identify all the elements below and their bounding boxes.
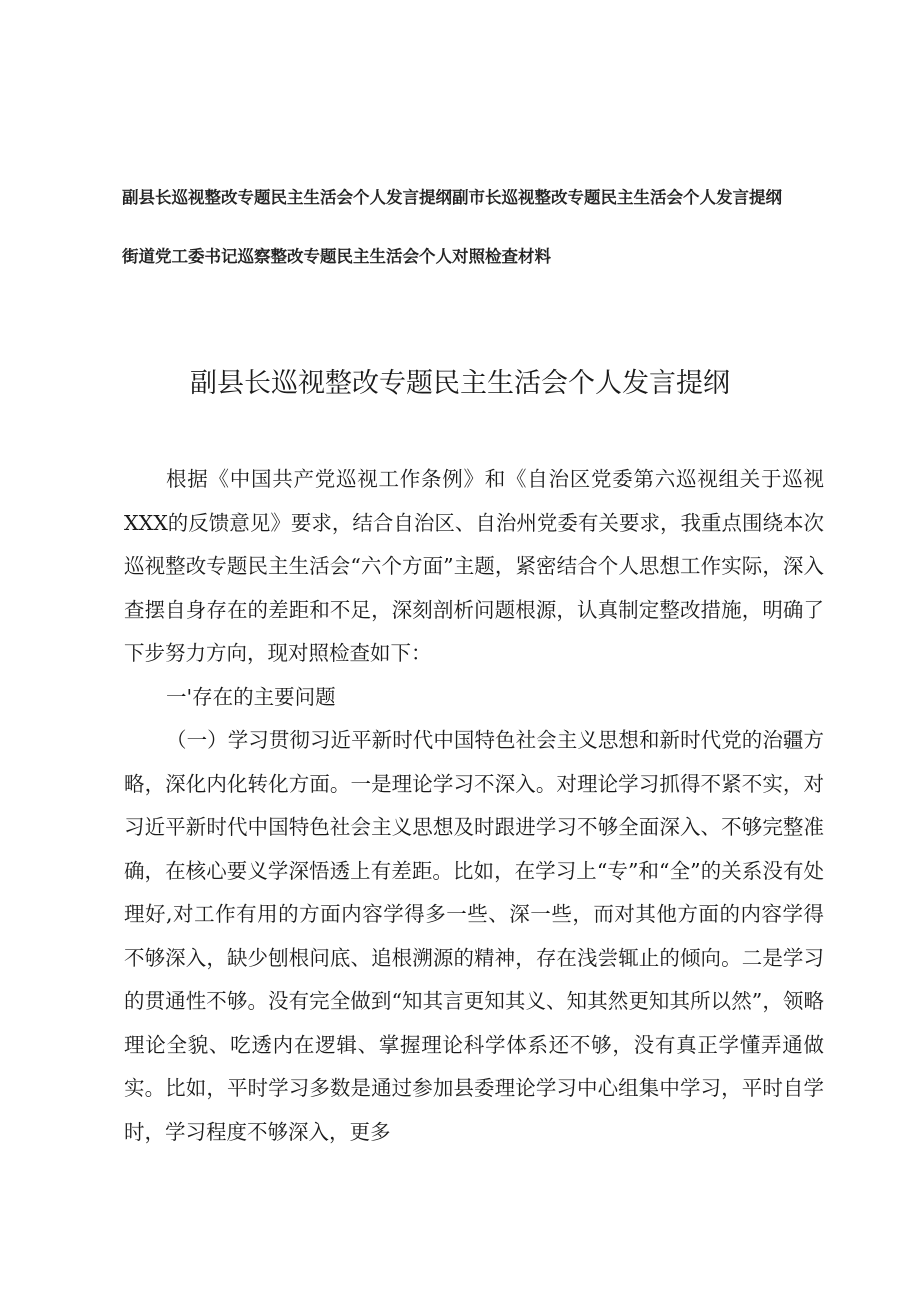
intro-paragraph: 根据《中国共产党巡视工作条例》和《自治区党委第六巡视组关于巡视XXX的反馈意见》要求，结合自治区、自治州党委有关要求，我重点围绕本次巡视整改专题民主生活会“六个方面”主题，紧密结合个人思想工作实际，深入查摆自身存在的差距和不足，深刻剖析问题根源，认真制定整改措施，明确了下步努力方向，现对照检查如下： xyxy=(124,467,824,665)
document-body xyxy=(124,458,824,1154)
section-heading: 一'存在的主要问题 xyxy=(166,684,336,709)
toc-line-1: 副县长巡视整改专题民主生活会个人发言提纲副市长巡视整改专题民主生活会个人发言提纲 xyxy=(122,188,782,207)
section-paragraph: （一）学习贯彻习近平新时代中国特色社会主义思想和新时代党的治疆方略，深化内化转化方面。一是理论学习不深入。对理论学习抓得不紧不实，对习近平新时代中国特色社会主义思想及时跟进学习不够全面深入、不够完整准确，在核心要义学深悟透上有差距。比如，在学习上“专”和“全”的关系没有处理好,对工作有用的方面内容学得多一些、深一些，而对其他方面的内容学得不够深入，缺少刨根问底、追根溯源的精神，存在浅尝辄止的倾向。二是学习的贯通性不够。没有完全做到“知其言更知其义、知其然更知其所以然”，领略理论全貌、吃透内在逻辑、掌握理论科学体系还不够，没有真正学懂弄通做实。比如，平时学习多数是通过参加县委理论学习中心组集中学习，平时自学时，学习程度不够深入，更多 xyxy=(124,728,824,1144)
toc-line-2: 街道党工委书记巡察整改专题民主生活会个人对照检查材料 xyxy=(122,247,551,266)
table-of-contents xyxy=(122,186,842,269)
document-title: 副县长巡视整改专题民主生活会个人发言提纲 xyxy=(190,368,730,399)
